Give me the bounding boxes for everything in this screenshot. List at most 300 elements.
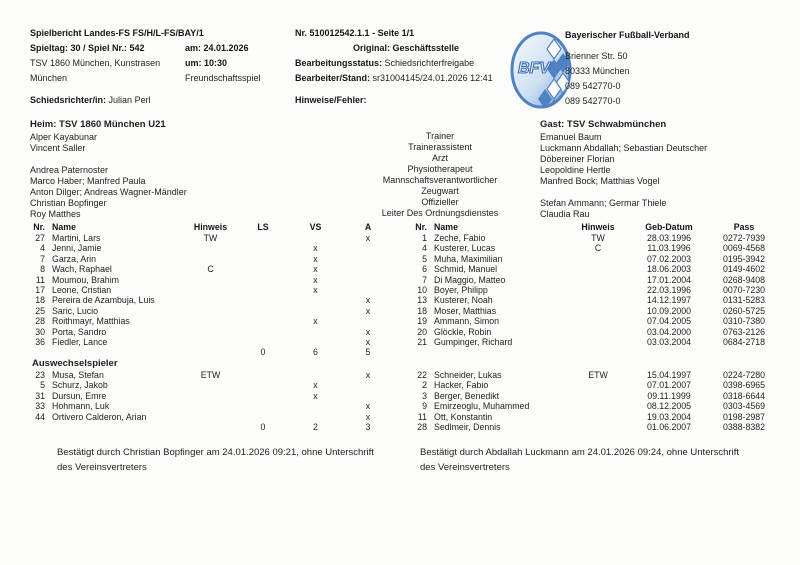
- player-number: 31: [35, 390, 45, 401]
- referee-label: Schiedsrichter/in:: [30, 95, 107, 105]
- guest-starter-row: [405, 306, 785, 316]
- player-birthdate: 09.11.1999: [647, 390, 691, 401]
- home-sub-row: [25, 401, 395, 411]
- player-hinweis: [567, 254, 629, 264]
- home-starters-body: [25, 233, 395, 347]
- player-name: Musa, Stefan: [52, 370, 104, 380]
- official-role-label: Leiter Des Ordnungsdienstes: [381, 208, 499, 218]
- player-hinweis: [183, 306, 238, 316]
- player-vs-mark: x: [313, 253, 318, 264]
- processing-status-line: [295, 56, 510, 71]
- guest-official-row: [540, 198, 795, 209]
- player-hinweis: ETW: [588, 370, 608, 380]
- home-team-title: Heim: TSV 1860 München U21: [30, 119, 166, 130]
- player-hinweis: [183, 401, 238, 411]
- player-a-mark: x: [365, 370, 371, 380]
- player-birthdate: 03.04.2000: [646, 326, 692, 337]
- player-ls-mark: [238, 233, 288, 243]
- player-name: Fiedler, Lance: [52, 336, 108, 347]
- home-player-table: [25, 222, 395, 358]
- player-hinweis: [567, 275, 629, 285]
- player-pass-number: 0131-5283: [722, 295, 766, 306]
- player-name: Emirzeoglu, Muhammed: [434, 401, 530, 412]
- player-number: 7: [422, 274, 427, 285]
- player-ls-mark: [238, 380, 288, 390]
- player-name: Pereira de Azambuja, Luis: [52, 295, 155, 306]
- player-number: 11: [417, 411, 427, 422]
- player-pass-number: 0310-7380: [722, 316, 766, 327]
- player-ls-mark: [238, 391, 288, 401]
- guest-officials-list: [540, 132, 795, 220]
- guest-sub-row: [405, 391, 785, 401]
- guest-official-name: Emanuel Baum: [540, 132, 602, 142]
- guest-starters-body: [405, 233, 785, 347]
- player-number: 2: [422, 380, 427, 391]
- player-hinweis: [183, 391, 238, 401]
- player-ls-mark: [238, 412, 288, 422]
- player-birthdate: 22.03.1996: [646, 284, 692, 295]
- player-name: Sedlmeir, Dennis: [434, 421, 501, 432]
- home-sub-row: [25, 391, 395, 401]
- player-vs-mark: [288, 370, 343, 380]
- player-pass-number: 0388-8382: [722, 421, 766, 432]
- player-name: Muha, Maximilian: [434, 253, 503, 264]
- official-role-label: Offizieller: [421, 197, 459, 207]
- player-number: 23: [35, 370, 45, 380]
- player-a-mark: [343, 254, 393, 264]
- guest-starter-row: [405, 254, 785, 264]
- player-name: Ortivero Calderon, Arian: [52, 411, 147, 422]
- association-block: [565, 28, 785, 109]
- player-number: 17: [35, 284, 45, 295]
- player-name: Kusterer, Noah: [434, 295, 493, 306]
- official-roles-list: [300, 131, 580, 219]
- player-number: 9: [422, 401, 427, 412]
- player-pass-number: 0070-7230: [722, 284, 766, 295]
- player-hinweis: [183, 380, 238, 390]
- player-number: 25: [35, 305, 45, 316]
- guest-sub-row: [405, 370, 785, 380]
- home-official-row: [30, 209, 310, 220]
- official-role-label: Mannschaftsverantwortlicher: [382, 175, 498, 185]
- player-number: 7: [40, 253, 45, 264]
- player-a-mark: x: [365, 233, 371, 243]
- player-name: Schneider, Lukas: [434, 370, 502, 380]
- match-header-block: [30, 26, 300, 108]
- official-role: [300, 208, 580, 219]
- official-role-label: Trainer: [425, 131, 455, 141]
- player-pass-number: 0398-6965: [722, 380, 766, 391]
- hints-label: Hinweise/Fehler:: [295, 95, 367, 105]
- player-vs-mark: x: [313, 284, 318, 295]
- player-hinweis: [567, 391, 629, 401]
- guest-official-row: [540, 209, 795, 220]
- venue: TSV 1860 München, Kunstrasen: [30, 58, 161, 68]
- guest-official-name: Stefan Ammann; Germar Thiele: [540, 198, 667, 208]
- player-vs-mark: [288, 306, 343, 316]
- editor-label: Bearbeiter/Stand:: [295, 73, 371, 83]
- guest-player-table: [405, 222, 785, 347]
- player-vs-mark: [288, 295, 343, 305]
- player-name: Schmid, Manuel: [434, 264, 498, 275]
- home-official-row: [30, 198, 310, 209]
- editor-value: sr31004145/24.01.2026 12:41: [372, 73, 493, 83]
- player-ls-mark: [238, 316, 288, 326]
- guest-subs-body: [405, 370, 785, 432]
- player-hinweis: [567, 401, 629, 411]
- player-number: 28: [35, 316, 45, 327]
- match-date: am: 24.01.2026: [185, 43, 249, 53]
- player-name: Berger, Benedikt: [434, 390, 500, 401]
- home-starter-row: [25, 337, 395, 347]
- player-birthdate: 10.09.2000: [646, 305, 692, 316]
- col-header-hinweis: Hinweis: [581, 222, 615, 232]
- home-subs-total-vs: 2: [313, 421, 318, 432]
- player-number: 8: [40, 264, 45, 275]
- player-hinweis: [183, 412, 238, 422]
- guest-official-name: Döbereiner Florian: [540, 154, 615, 164]
- player-pass-number: 0149-4602: [722, 264, 766, 275]
- player-vs-mark: x: [313, 274, 318, 285]
- player-pass-number: 0268-9408: [722, 274, 766, 285]
- player-ls-mark: [238, 337, 288, 347]
- player-birthdate: 03.03.2004: [646, 336, 692, 347]
- home-starter-row: [25, 275, 395, 285]
- player-number: 11: [35, 274, 45, 285]
- svg-text:BFV: BFV: [518, 60, 550, 77]
- home-official-row: [30, 176, 310, 187]
- guest-official-name: Leopoldine Hertle: [540, 165, 611, 175]
- player-hinweis: [567, 337, 629, 347]
- home-officials-list: [30, 132, 310, 220]
- player-pass-number: 0684-2718: [722, 336, 766, 347]
- player-vs-mark: [288, 327, 343, 337]
- guest-official-name: [540, 187, 795, 198]
- player-number: 28: [417, 421, 427, 432]
- player-hinweis: [183, 295, 238, 305]
- guest-table-header: [405, 222, 785, 233]
- home-starter-row: [25, 316, 395, 326]
- player-hinweis: TW: [591, 233, 605, 243]
- player-hinweis: [567, 327, 629, 337]
- home-official-row: [30, 187, 310, 198]
- player-number: 44: [35, 411, 45, 422]
- col-header-hinweis: Hinweis: [193, 222, 228, 232]
- player-number: 18: [35, 295, 45, 306]
- player-a-mark: x: [365, 305, 371, 316]
- home-sub-row: [25, 370, 395, 380]
- player-a-mark: [343, 380, 393, 390]
- player-a-mark: x: [365, 336, 371, 347]
- home-official-row: [30, 165, 310, 176]
- player-hinweis: [183, 254, 238, 264]
- col-header-a: A: [364, 222, 372, 232]
- player-number: 4: [40, 243, 45, 254]
- guest-starter-row: [405, 295, 785, 305]
- home-official-row: [30, 154, 310, 165]
- col-header-nr: Nr.: [33, 222, 45, 232]
- guest-official-row: [540, 132, 795, 143]
- player-name: Schurz, Jakob: [52, 380, 108, 391]
- official-role: [300, 197, 580, 208]
- player-a-mark: x: [365, 411, 371, 422]
- home-official-name: [30, 154, 310, 165]
- player-hinweis: [567, 295, 629, 305]
- referee-name: Julian Perl: [108, 95, 151, 105]
- player-vs-mark: [288, 337, 343, 347]
- player-birthdate: 28.03.1996: [646, 233, 692, 243]
- col-header-name: Name: [52, 222, 76, 232]
- player-pass-number: 0260-5725: [722, 305, 766, 316]
- player-number: 20: [417, 326, 427, 337]
- player-hinweis: [183, 316, 238, 326]
- association-street: Brienner Str. 50: [565, 51, 628, 61]
- guest-official-row: [540, 176, 795, 187]
- guest-sub-row: [405, 380, 785, 390]
- home-starter-row: [25, 243, 395, 253]
- home-official-name: Roy Matthes: [30, 209, 81, 219]
- subs-heading: Auswechselspieler: [32, 358, 118, 369]
- venue-city: München: [30, 73, 68, 83]
- home-sub-row: [25, 380, 395, 390]
- guest-starter-row: [405, 337, 785, 347]
- player-ls-mark: [238, 401, 288, 411]
- player-name: Hohmann, Luk: [52, 401, 110, 412]
- player-number: 5: [422, 253, 427, 264]
- home-starter-row: [25, 327, 395, 337]
- player-pass-number: 0272-7939: [722, 233, 766, 243]
- player-name: Wach, Raphael: [52, 264, 112, 275]
- guest-official-row: [540, 165, 795, 176]
- player-number: 30: [35, 326, 45, 337]
- player-ls-mark: [238, 275, 288, 285]
- player-number: 22: [417, 370, 427, 380]
- home-subs-table: [25, 358, 395, 432]
- player-hinweis: [183, 275, 238, 285]
- player-pass-number: 0069-4568: [722, 243, 766, 254]
- home-confirmation-line1: Bestätigt durch Christian Bopfinger am 24.01.2026 09:21, ohne Unterschrift: [57, 447, 374, 458]
- home-official-name: Marco Haber; Manfred Paula: [30, 176, 146, 186]
- report-title: Spielbericht Landes-FS FS/H/L-FS/BAY/1: [30, 28, 204, 38]
- player-a-mark: [343, 285, 393, 295]
- player-name: Glöckle, Robin: [434, 326, 492, 337]
- player-a-mark: x: [365, 326, 371, 337]
- official-role-label: Physiotherapeut: [407, 164, 473, 174]
- player-pass-number: 0318-6644: [722, 390, 766, 401]
- home-official-row: [30, 132, 310, 143]
- guest-starter-row: [405, 233, 785, 243]
- player-name: Ammann, Simon: [434, 316, 500, 327]
- guest-sub-row: [405, 401, 785, 411]
- guest-official-row: [540, 187, 795, 198]
- player-birthdate: 15.04.1997: [646, 370, 692, 380]
- home-subs-body: [25, 370, 395, 422]
- player-number: 5: [40, 380, 45, 391]
- player-number: 36: [35, 336, 45, 347]
- col-header-ls: LS: [257, 222, 269, 232]
- player-name: Moumou, Brahim: [52, 274, 119, 285]
- player-hinweis: C: [594, 243, 602, 254]
- guest-starter-row: [405, 243, 785, 253]
- player-name: Boyer, Philipp: [434, 284, 488, 295]
- home-official-name: Andrea Paternoster: [30, 165, 109, 175]
- guest-confirmation-line2: des Vereinsvertreters: [420, 461, 510, 473]
- guest-official-name: Claudia Rau: [540, 209, 590, 219]
- player-name: Ott, Konstantin: [434, 411, 493, 422]
- association-phone-1: 089 542770-0: [565, 81, 621, 91]
- col-header-vs: VS: [309, 222, 322, 232]
- player-number: 19: [417, 316, 427, 327]
- official-role: [300, 153, 580, 164]
- player-number: 10: [417, 284, 427, 295]
- player-birthdate: 07.02.2003: [646, 253, 692, 264]
- home-total-a: 5: [365, 347, 371, 358]
- player-number: 21: [417, 336, 427, 347]
- player-birthdate: 18.06.2003: [646, 264, 692, 275]
- association-phone-2: 089 542770-0: [565, 96, 621, 106]
- guest-official-row: [540, 154, 795, 165]
- document-number: Nr. 510012542.1.1 - Seite 1/1: [295, 28, 415, 38]
- player-ls-mark: [238, 295, 288, 305]
- association-city: 80333 München: [565, 66, 630, 76]
- player-hinweis: [183, 285, 238, 295]
- home-total-ls: 0: [260, 347, 266, 358]
- guest-confirmation-line1: Bestätigt durch Abdallah Luckmann am 24.01.2026 09:24, ohne Unterschrift: [420, 447, 739, 458]
- player-hinweis: [567, 285, 629, 295]
- player-birthdate: 07.04.2005: [646, 316, 692, 327]
- home-table-header: [25, 222, 395, 233]
- player-vs-mark: [288, 412, 343, 422]
- official-role: [300, 131, 580, 142]
- home-starter-row: [25, 285, 395, 295]
- player-number: 33: [35, 401, 45, 412]
- home-starter-row: [25, 254, 395, 264]
- player-vs-mark: x: [313, 380, 318, 391]
- guest-official-name: Luckmann Abdallah; Sebastian Deutscher: [540, 143, 708, 153]
- referee-line: [30, 93, 300, 108]
- official-role: [300, 175, 580, 186]
- player-name: Moser, Matthias: [434, 305, 497, 316]
- player-a-mark: x: [365, 295, 371, 306]
- home-officials: [30, 119, 310, 220]
- guest-confirmation: [420, 446, 790, 475]
- home-official-name: Vincent Saller: [30, 143, 86, 153]
- player-name: Saric, Lucio: [52, 305, 98, 316]
- player-birthdate: 17.01.2004: [646, 274, 692, 285]
- player-vs-mark: x: [313, 390, 318, 401]
- home-sub-row: [25, 412, 395, 422]
- player-name: Zeche, Fabio: [434, 233, 486, 243]
- official-role-label: Arzt: [431, 153, 448, 163]
- player-name: Martini, Lars: [52, 233, 101, 243]
- guest-team-title: Gast: TSV Schwabmünchen: [540, 119, 667, 130]
- player-hinweis: ETW: [200, 370, 221, 380]
- guest-official-name: Manfred Bock; Matthias Vogel: [540, 176, 660, 186]
- match-type: Freundschaftsspiel: [185, 73, 261, 83]
- player-a-mark: [343, 391, 393, 401]
- player-vs-mark: x: [313, 264, 318, 275]
- player-ls-mark: [238, 306, 288, 316]
- status-value: Schiedsrichterfreigabe: [384, 58, 475, 68]
- player-number: 1: [422, 233, 427, 243]
- player-number: 6: [422, 264, 427, 275]
- player-hinweis: [567, 316, 629, 326]
- player-number: 3: [422, 390, 427, 401]
- player-hinweis: [567, 264, 629, 274]
- player-name: Di Maggio, Matteo: [434, 274, 506, 285]
- player-vs-mark: [288, 233, 343, 243]
- player-ls-mark: [238, 327, 288, 337]
- player-birthdate: 14.12.1997: [646, 295, 692, 306]
- home-official-name: Christian Bopfinger: [30, 198, 107, 208]
- editor-line: [295, 71, 510, 86]
- player-birthdate: 07.01.2007: [646, 380, 692, 391]
- player-ls-mark: [238, 285, 288, 295]
- guest-subs-table: [405, 370, 785, 432]
- guest-starter-row: [405, 275, 785, 285]
- player-name: Hacker, Fabio: [434, 380, 489, 391]
- home-subs-total-a: 3: [365, 421, 371, 432]
- player-a-mark: [343, 275, 393, 285]
- player-number: 13: [417, 295, 427, 306]
- player-vs-mark: x: [313, 316, 318, 327]
- home-starter-row: [25, 306, 395, 316]
- player-ls-mark: [238, 370, 288, 380]
- player-name: Jenni, Jamie: [52, 243, 102, 254]
- document-info-block: [295, 26, 510, 108]
- player-hinweis: [183, 327, 238, 337]
- home-confirmation: [57, 446, 417, 475]
- home-confirmation-line2: des Vereinsvertreters: [57, 461, 147, 473]
- player-name: Leone, Cristian: [52, 284, 112, 295]
- guest-sub-row: [405, 412, 785, 422]
- guest-starter-row: [405, 264, 785, 274]
- home-subs-totals: [25, 422, 395, 432]
- player-a-mark: [343, 316, 393, 326]
- col-header-nr: Nr.: [415, 222, 427, 232]
- player-name: Gumpinger, Richard: [434, 336, 513, 347]
- original-line: Original: Geschäftsstelle: [353, 43, 460, 53]
- player-hinweis: C: [207, 264, 214, 275]
- player-number: 4: [422, 243, 427, 254]
- player-a-mark: x: [365, 401, 371, 412]
- guest-starter-row: [405, 327, 785, 337]
- player-name: Kusterer, Lucas: [434, 243, 496, 254]
- col-header-pass: Pass: [733, 222, 755, 232]
- status-label: Bearbeitungsstatus:: [295, 58, 383, 68]
- player-number: 18: [417, 305, 427, 316]
- player-a-mark: [343, 264, 393, 274]
- player-hinweis: [183, 243, 238, 253]
- guest-sub-row: [405, 422, 785, 432]
- player-birthdate: 01.06.2007: [646, 421, 692, 432]
- guest-starter-row: [405, 316, 785, 326]
- guest-starter-row: [405, 285, 785, 295]
- col-header-geb-datum: Geb-Datum: [645, 222, 693, 232]
- player-vs-mark: [288, 401, 343, 411]
- home-official-name: Anton Dilger; Andreas Wagner-Mändler: [30, 187, 187, 197]
- official-role: [300, 142, 580, 153]
- official-role: [300, 186, 580, 197]
- home-official-name: Alper Kayabunar: [30, 132, 98, 142]
- player-birthdate: 08.12.2005: [646, 401, 692, 412]
- player-pass-number: 0198-2987: [722, 411, 766, 422]
- player-pass-number: 0303-4569: [722, 401, 766, 412]
- home-total-vs: 6: [313, 347, 318, 358]
- official-role-label: Trainerassistent: [408, 142, 472, 152]
- guest-official-row: [540, 143, 795, 154]
- player-birthdate: 11.03.1996: [647, 243, 691, 254]
